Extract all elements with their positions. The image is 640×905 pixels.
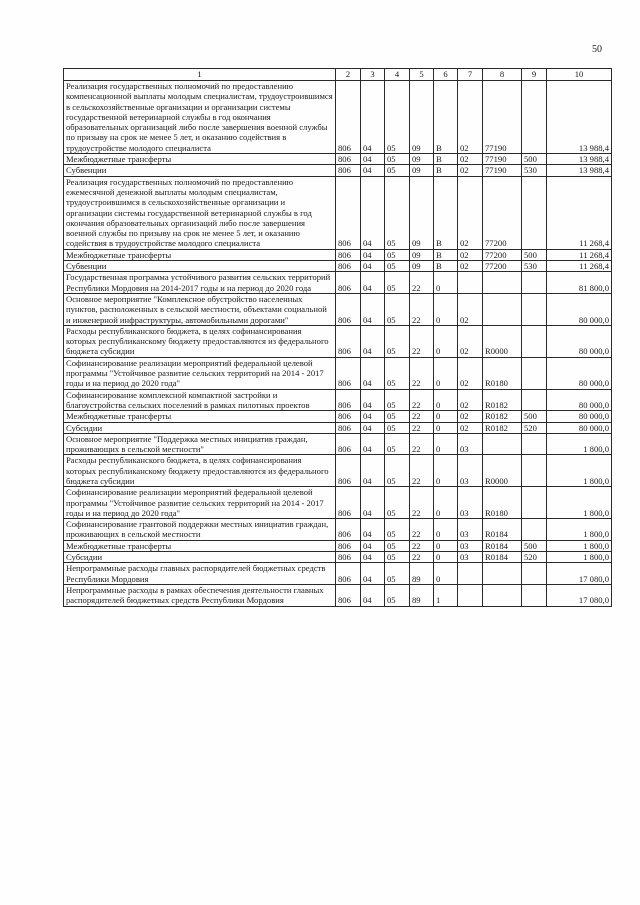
row-code-c6: В <box>434 81 458 154</box>
row-code-c4: 05 <box>385 176 410 249</box>
table-row <box>64 455 612 487</box>
row-code-c2: 806 <box>336 552 361 563</box>
table-row <box>64 176 612 249</box>
row-code-c2: 806 <box>336 249 361 260</box>
row-amount: 11 268,4 <box>547 249 612 260</box>
row-amount: 80 000,0 <box>547 325 612 357</box>
row-code-c2: 806 <box>336 433 361 455</box>
row-code-c9 <box>522 433 547 455</box>
row-code-c2: 806 <box>336 81 361 154</box>
row-description: Реализация государственных полномочий по предоставлению компенсационной выплаты молодым специалистам, трудоустроившимся в сельскохозяйственные организации и организации системы государственной ветеринарной службы в год окончания образовательных организаций либо после завершения военной службы по призыву на срок не менее 5 лет, и оказанию содействия в трудоустройстве молодого специалиста <box>64 81 336 154</box>
row-code-c9: 500 <box>522 249 547 260</box>
row-code-c6: 1 <box>434 584 458 606</box>
row-code-c6: 0 <box>434 433 458 455</box>
row-code-c9 <box>522 272 547 294</box>
row-code-c5: 22 <box>410 519 434 541</box>
row-code-c6: В <box>434 154 458 165</box>
row-amount: 11 268,4 <box>547 176 612 249</box>
row-code-c3: 04 <box>361 325 385 357</box>
row-code-c7: 02 <box>458 357 483 389</box>
row-code-c8 <box>483 433 522 455</box>
row-amount: 80 000,0 <box>547 357 612 389</box>
row-code-c4: 05 <box>385 389 410 411</box>
row-code-c8: R0184 <box>483 540 522 551</box>
row-code-c8: 77200 <box>483 249 522 260</box>
row-amount: 13 988,4 <box>547 81 612 154</box>
row-code-c9 <box>522 455 547 487</box>
row-code-c5: 22 <box>410 411 434 422</box>
row-description: Софинансирование реализации мероприятий федеральной целевой программы "Устойчивое развитие сельских территорий на 2014 - 2017 годы и на период до 2020 года" <box>64 487 336 519</box>
row-code-c9: 520 <box>522 552 547 563</box>
row-code-c3: 04 <box>361 176 385 249</box>
row-amount: 1 800,0 <box>547 519 612 541</box>
row-code-c5: 22 <box>410 433 434 455</box>
row-code-c4: 05 <box>385 272 410 294</box>
row-code-c7: 03 <box>458 519 483 541</box>
row-code-c9 <box>522 325 547 357</box>
row-code-c4: 05 <box>385 455 410 487</box>
row-code-c9 <box>522 389 547 411</box>
row-code-c6: 0 <box>434 422 458 433</box>
row-code-c2: 806 <box>336 422 361 433</box>
row-code-c3: 04 <box>361 165 385 176</box>
row-amount: 1 800,0 <box>547 540 612 551</box>
row-code-c8 <box>483 272 522 294</box>
row-code-c7: 02 <box>458 325 483 357</box>
row-code-c9 <box>522 584 547 606</box>
row-code-c3: 04 <box>361 272 385 294</box>
row-description: Софинансирование комплексной компактной застройки и благоустройства сельских поселений в рамках пилотных проектов <box>64 389 336 411</box>
row-code-c6: 0 <box>434 389 458 411</box>
row-code-c3: 04 <box>361 519 385 541</box>
row-description: Субсидии <box>64 552 336 563</box>
column-header: 1 <box>64 69 336 81</box>
column-header: 10 <box>547 69 612 81</box>
row-code-c9 <box>522 176 547 249</box>
row-code-c4: 05 <box>385 261 410 272</box>
row-code-c3: 04 <box>361 293 385 325</box>
row-code-c5: 22 <box>410 293 434 325</box>
row-code-c5: 22 <box>410 357 434 389</box>
table-row <box>64 389 612 411</box>
row-code-c8: R0182 <box>483 422 522 433</box>
row-code-c7: 02 <box>458 293 483 325</box>
row-code-c6: 0 <box>434 325 458 357</box>
row-code-c2: 806 <box>336 519 361 541</box>
row-code-c3: 04 <box>361 411 385 422</box>
page-number: 50 <box>592 44 602 55</box>
row-code-c9 <box>522 293 547 325</box>
row-description: Основное мероприятие "Комплексное обустройство населенных пунктов, расположенных в сельской местности, объектами социальной и инженерной инфраструктуры, автомобильными дорогами" <box>64 293 336 325</box>
table-row <box>64 433 612 455</box>
row-code-c8: R0182 <box>483 411 522 422</box>
row-code-c7: 02 <box>458 422 483 433</box>
row-code-c8: R0180 <box>483 357 522 389</box>
row-code-c8: 77200 <box>483 176 522 249</box>
row-code-c2: 806 <box>336 154 361 165</box>
row-description: Межбюджетные трансферты <box>64 411 336 422</box>
row-code-c9 <box>522 487 547 519</box>
table-row <box>64 584 612 606</box>
row-code-c5: 09 <box>410 165 434 176</box>
row-code-c8: 77190 <box>483 165 522 176</box>
table-row <box>64 325 612 357</box>
row-code-c5: 09 <box>410 249 434 260</box>
row-code-c4: 05 <box>385 433 410 455</box>
row-code-c6: 0 <box>434 519 458 541</box>
row-code-c2: 806 <box>336 176 361 249</box>
row-code-c3: 04 <box>361 563 385 585</box>
row-amount: 13 988,4 <box>547 165 612 176</box>
table-row <box>64 357 612 389</box>
row-description: Межбюджетные трансферты <box>64 540 336 551</box>
row-amount: 1 800,0 <box>547 433 612 455</box>
row-code-c7: 03 <box>458 455 483 487</box>
row-code-c3: 04 <box>361 433 385 455</box>
row-description: Субвенции <box>64 261 336 272</box>
row-description: Субвенции <box>64 165 336 176</box>
row-code-c6: 0 <box>434 411 458 422</box>
row-code-c9: 500 <box>522 154 547 165</box>
row-code-c7: 02 <box>458 165 483 176</box>
row-code-c3: 04 <box>361 154 385 165</box>
table-row <box>64 81 612 154</box>
row-code-c2: 806 <box>336 584 361 606</box>
budget-table <box>63 68 612 607</box>
row-code-c7: 02 <box>458 411 483 422</box>
row-code-c2: 806 <box>336 540 361 551</box>
row-code-c4: 05 <box>385 325 410 357</box>
row-amount: 1 800,0 <box>547 552 612 563</box>
row-code-c9 <box>522 519 547 541</box>
row-code-c4: 05 <box>385 552 410 563</box>
row-code-c8 <box>483 293 522 325</box>
column-header: 7 <box>458 69 483 81</box>
row-code-c4: 05 <box>385 249 410 260</box>
row-code-c6: 0 <box>434 487 458 519</box>
table-row <box>64 293 612 325</box>
row-code-c4: 05 <box>385 584 410 606</box>
row-description: Межбюджетные трансферты <box>64 249 336 260</box>
row-code-c9: 520 <box>522 422 547 433</box>
row-code-c6: 0 <box>434 357 458 389</box>
table-row <box>64 272 612 294</box>
row-code-c3: 04 <box>361 584 385 606</box>
row-code-c7: 03 <box>458 433 483 455</box>
row-amount: 17 080,0 <box>547 584 612 606</box>
row-code-c2: 806 <box>336 261 361 272</box>
row-code-c6: В <box>434 249 458 260</box>
row-code-c4: 05 <box>385 357 410 389</box>
row-code-c6: 0 <box>434 455 458 487</box>
row-code-c7: 03 <box>458 552 483 563</box>
row-code-c5: 22 <box>410 487 434 519</box>
row-code-c5: 89 <box>410 563 434 585</box>
column-header: 3 <box>361 69 385 81</box>
column-header: 6 <box>434 69 458 81</box>
column-header: 4 <box>385 69 410 81</box>
row-code-c4: 05 <box>385 422 410 433</box>
row-code-c6: 0 <box>434 552 458 563</box>
row-code-c4: 05 <box>385 165 410 176</box>
row-amount: 80 000,0 <box>547 389 612 411</box>
column-header: 2 <box>336 69 361 81</box>
row-code-c7: 02 <box>458 261 483 272</box>
row-code-c2: 806 <box>336 563 361 585</box>
row-code-c7: 03 <box>458 487 483 519</box>
row-code-c5: 09 <box>410 81 434 154</box>
row-code-c3: 04 <box>361 552 385 563</box>
row-code-c8: 77190 <box>483 154 522 165</box>
row-code-c6: 0 <box>434 272 458 294</box>
row-code-c3: 04 <box>361 455 385 487</box>
row-description: Основное мероприятие "Поддержка местных инициатив граждан, проживающих в сельской местности" <box>64 433 336 455</box>
row-code-c2: 806 <box>336 411 361 422</box>
row-code-c3: 04 <box>361 487 385 519</box>
row-code-c3: 04 <box>361 81 385 154</box>
row-code-c7: 02 <box>458 154 483 165</box>
row-amount: 80 000,0 <box>547 422 612 433</box>
table-row <box>64 261 612 272</box>
row-code-c8: R0000 <box>483 325 522 357</box>
row-code-c6: В <box>434 176 458 249</box>
row-code-c6: В <box>434 261 458 272</box>
column-header: 5 <box>410 69 434 81</box>
row-code-c5: 22 <box>410 455 434 487</box>
row-description: Непрограммные расходы главных распорядителей бюджетных средств Республики Мордовия <box>64 563 336 585</box>
row-description: Межбюджетные трансферты <box>64 154 336 165</box>
row-amount: 13 988,4 <box>547 154 612 165</box>
row-code-c9 <box>522 357 547 389</box>
row-code-c8: R0180 <box>483 487 522 519</box>
row-code-c2: 806 <box>336 389 361 411</box>
row-code-c8 <box>483 584 522 606</box>
row-code-c6: 0 <box>434 563 458 585</box>
row-code-c2: 806 <box>336 487 361 519</box>
row-code-c5: 89 <box>410 584 434 606</box>
row-code-c5: 22 <box>410 272 434 294</box>
row-description: Реализация государственных полномочий по предоставлению ежемесячной денежной выплаты молодым специалистам, трудоустроившимся в сельскохозяйственные организации и организации системы государственной ветеринарной службы в год окончания образовательных организаций либо после завершения военной службы по призыву на срок не менее 5 лет, и оказанию содействия в трудоустройстве молодого специалиста <box>64 176 336 249</box>
row-code-c5: 22 <box>410 389 434 411</box>
table-body <box>64 81 612 607</box>
row-code-c8: R0182 <box>483 389 522 411</box>
row-code-c7: 02 <box>458 81 483 154</box>
row-code-c4: 05 <box>385 563 410 585</box>
row-code-c4: 05 <box>385 487 410 519</box>
row-code-c9: 500 <box>522 411 547 422</box>
row-code-c7 <box>458 272 483 294</box>
row-description: Государственная программа устойчивого развития сельских территорий Республики Мордовия на 2014-2017 годы и на период до 2020 года <box>64 272 336 294</box>
row-code-c7 <box>458 584 483 606</box>
row-amount: 80 000,0 <box>547 293 612 325</box>
row-description: Софинансирование грантовой поддержки местных инициатив граждан, проживающих в сельской местности <box>64 519 336 541</box>
row-code-c3: 04 <box>361 261 385 272</box>
row-code-c9 <box>522 563 547 585</box>
row-code-c7: 03 <box>458 540 483 551</box>
row-code-c5: 22 <box>410 552 434 563</box>
table-row <box>64 552 612 563</box>
table-row <box>64 411 612 422</box>
row-code-c3: 04 <box>361 540 385 551</box>
row-code-c5: 09 <box>410 261 434 272</box>
row-code-c8: 77200 <box>483 261 522 272</box>
row-code-c7: 02 <box>458 389 483 411</box>
row-code-c2: 806 <box>336 272 361 294</box>
row-code-c9: 500 <box>522 540 547 551</box>
row-code-c2: 806 <box>336 165 361 176</box>
row-code-c8: R0184 <box>483 552 522 563</box>
table-row <box>64 519 612 541</box>
row-code-c3: 04 <box>361 389 385 411</box>
table-row <box>64 154 612 165</box>
row-code-c2: 806 <box>336 357 361 389</box>
row-code-c6: 0 <box>434 293 458 325</box>
table-row <box>64 249 612 260</box>
row-description: Софинансирование реализации мероприятий федеральной целевой программы "Устойчивое развитие сельских территорий на 2014 - 2017 годы и на период до 2020 года" <box>64 357 336 389</box>
row-amount: 80 000,0 <box>547 411 612 422</box>
row-code-c8: 77190 <box>483 81 522 154</box>
row-code-c8: R0000 <box>483 455 522 487</box>
row-code-c4: 05 <box>385 81 410 154</box>
table-row <box>64 540 612 551</box>
row-code-c5: 22 <box>410 540 434 551</box>
row-description: Субсидии <box>64 422 336 433</box>
row-amount: 1 800,0 <box>547 487 612 519</box>
row-code-c4: 05 <box>385 293 410 325</box>
row-code-c4: 05 <box>385 519 410 541</box>
row-code-c5: 22 <box>410 422 434 433</box>
header-row <box>64 69 612 81</box>
row-code-c2: 806 <box>336 325 361 357</box>
row-code-c5: 22 <box>410 325 434 357</box>
row-code-c4: 05 <box>385 411 410 422</box>
row-code-c4: 05 <box>385 154 410 165</box>
row-code-c3: 04 <box>361 249 385 260</box>
row-code-c6: В <box>434 165 458 176</box>
row-description: Расходы республиканского бюджета, в целях софинансирования которых республиканскому бюджету предоставляются из федерального бюджета субсидии <box>64 325 336 357</box>
table-row <box>64 165 612 176</box>
row-code-c2: 806 <box>336 455 361 487</box>
row-code-c8 <box>483 563 522 585</box>
column-header: 9 <box>522 69 547 81</box>
row-code-c7 <box>458 563 483 585</box>
row-code-c9: 530 <box>522 261 547 272</box>
row-code-c3: 04 <box>361 357 385 389</box>
row-code-c7: 02 <box>458 176 483 249</box>
row-amount: 81 800,0 <box>547 272 612 294</box>
row-description: Расходы республиканского бюджета, в целях софинансирования которых республиканскому бюджету предоставляются из федерального бюджета субсидии <box>64 455 336 487</box>
column-header: 8 <box>483 69 522 81</box>
row-code-c5: 09 <box>410 154 434 165</box>
row-code-c6: 0 <box>434 540 458 551</box>
row-amount: 1 800,0 <box>547 455 612 487</box>
row-code-c5: 09 <box>410 176 434 249</box>
row-amount: 11 268,4 <box>547 261 612 272</box>
table-row <box>64 422 612 433</box>
row-code-c7: 02 <box>458 249 483 260</box>
row-amount: 17 080,0 <box>547 563 612 585</box>
row-code-c9: 530 <box>522 165 547 176</box>
table-row <box>64 487 612 519</box>
row-code-c8: R0184 <box>483 519 522 541</box>
row-code-c4: 05 <box>385 540 410 551</box>
row-description: Непрограммные расходы в рамках обеспечения деятельности главных распорядителей бюджетных средств Республики Мордовия <box>64 584 336 606</box>
row-code-c9 <box>522 81 547 154</box>
table-row <box>64 563 612 585</box>
row-code-c3: 04 <box>361 422 385 433</box>
row-code-c2: 806 <box>336 293 361 325</box>
